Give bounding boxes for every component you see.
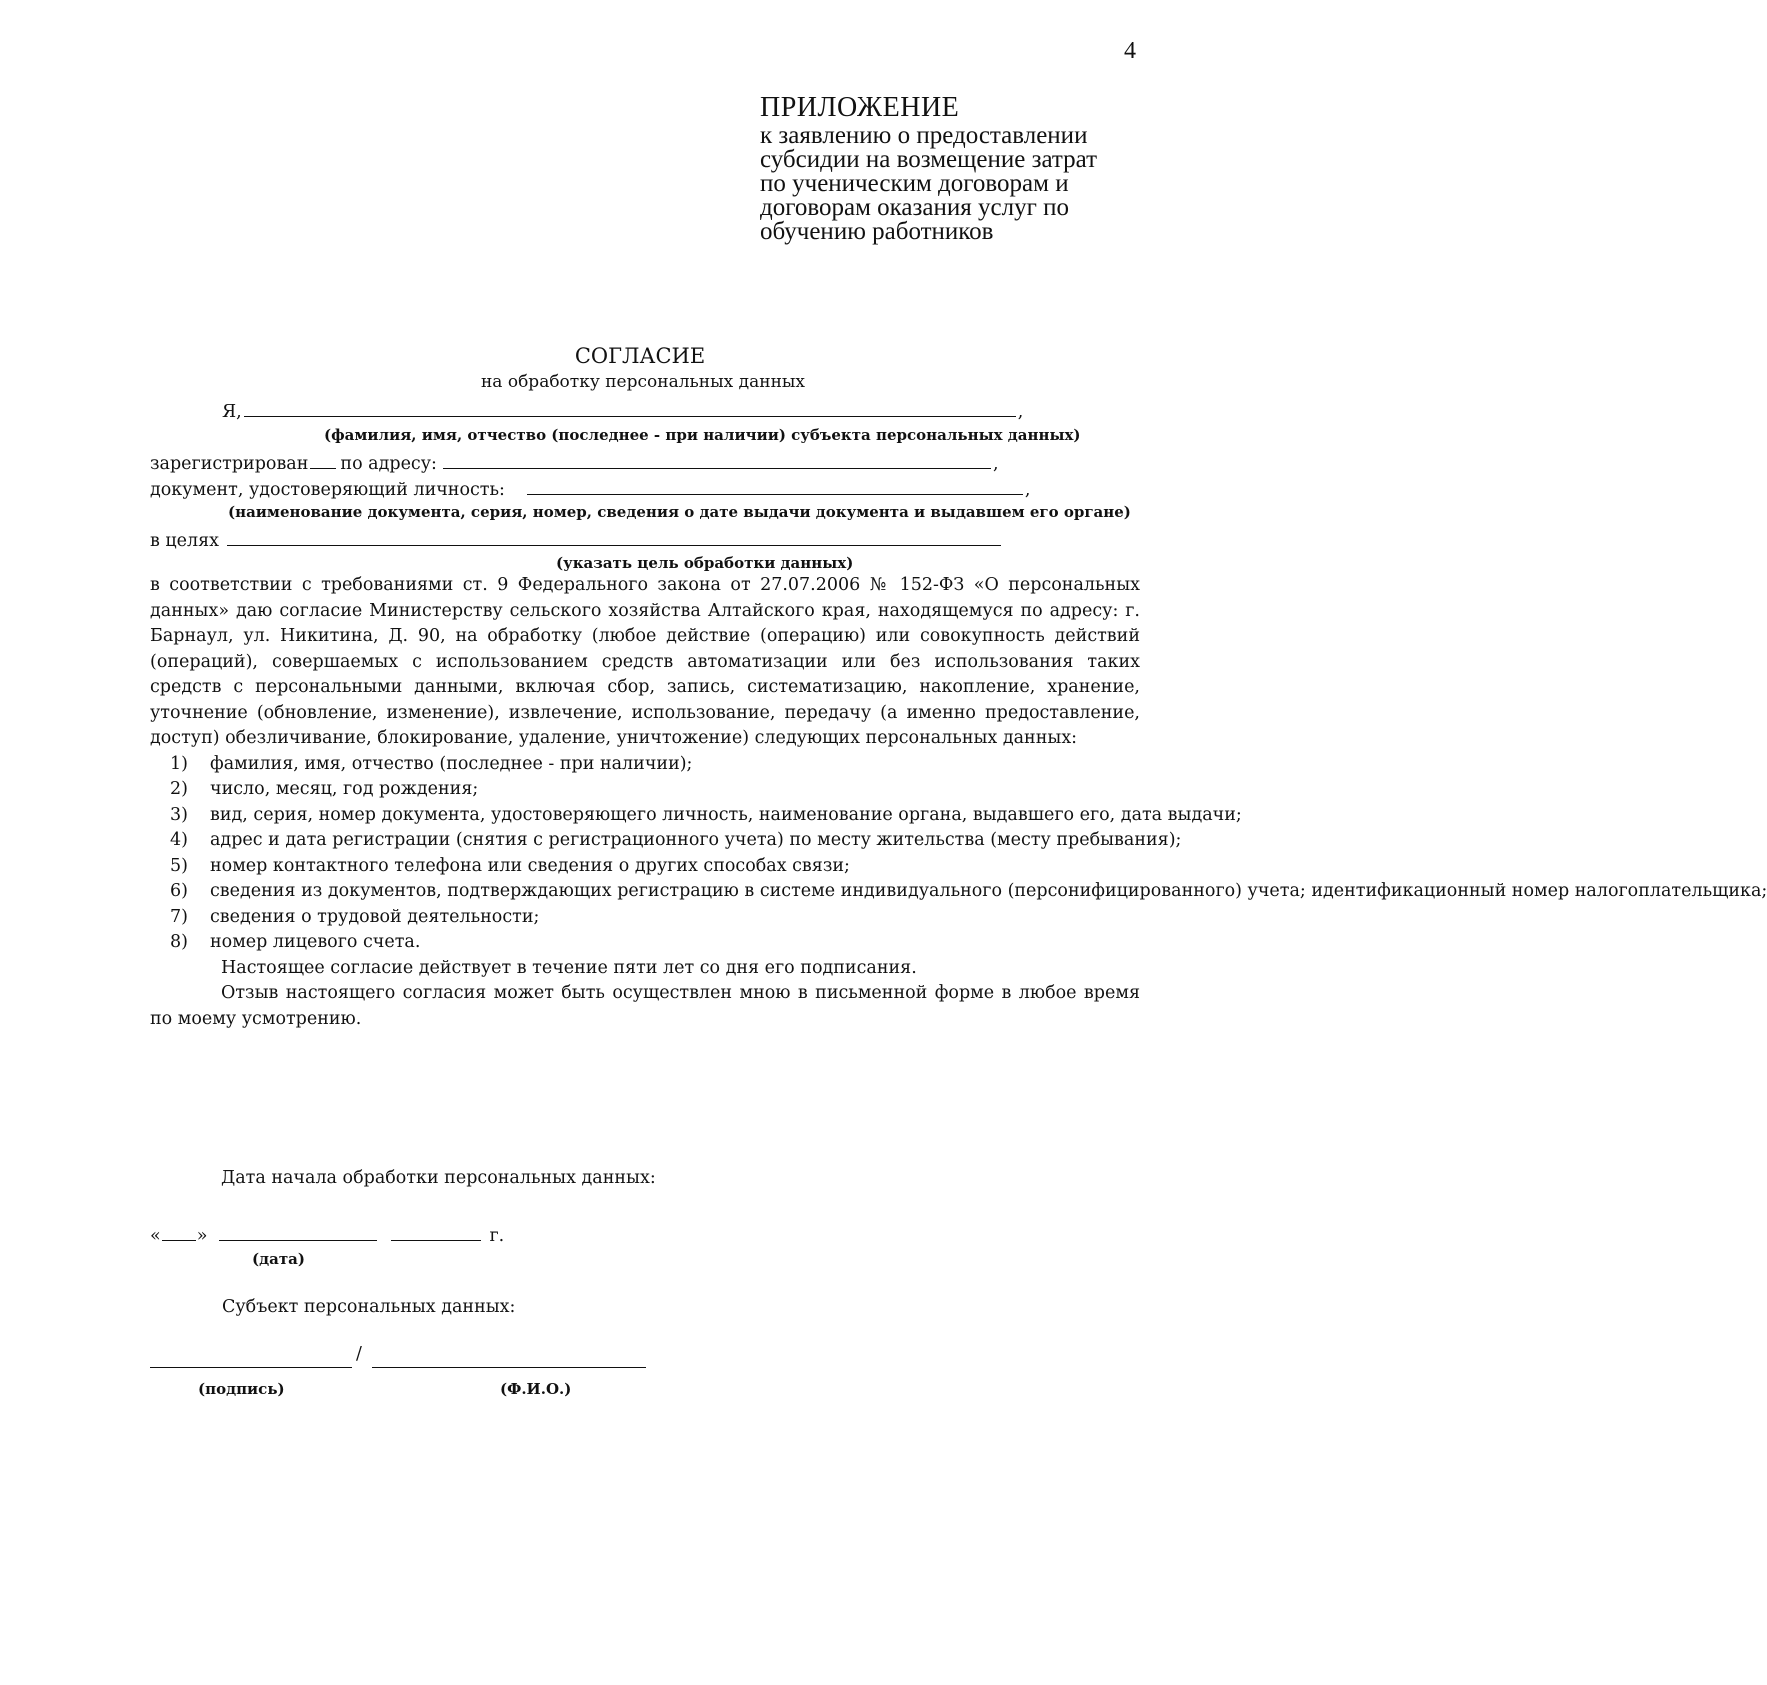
appendix-line: по ученическим договорам и	[760, 170, 1069, 197]
revocation-text: Отзыв настоящего согласия может быть осуществлен мною в письменной форме в любое время по моему усмотрению.	[150, 983, 1140, 1029]
list-item: 6) сведения из документов, подтверждающих регистрацию в системе индивидуального (персонифицированного) учета; идентификационный номер налогоплательщика;	[170, 881, 1767, 901]
appendix-line: субсидии на возмещение затрат	[760, 146, 1098, 173]
consent-body	[150, 573, 1767, 1032]
document-label: документ, удостоверяющий личность:	[150, 480, 505, 500]
appendix-header	[760, 92, 1097, 244]
day-field[interactable]	[162, 1222, 196, 1241]
address-field[interactable]	[443, 450, 991, 469]
name-caption: (фамилия, имя, отчество (последнее - при наличии) субъекта персональных данных)	[324, 426, 1081, 444]
list-item: 5) номер контактного телефона или сведения о других способах связи;	[170, 855, 850, 876]
list-item: 7) сведения о трудовой деятельности;	[170, 906, 540, 927]
document-field[interactable]	[527, 476, 1023, 495]
signature-caption: (подпись)	[198, 1380, 285, 1398]
start-date-line	[150, 1222, 504, 1246]
close-quote: »	[196, 1226, 208, 1246]
list-item: 3) вид, серия, номер документа, удостоверяющего личность, наименование органа, выдавшего его, дата выдачи;	[170, 804, 1242, 825]
gender-ending-field[interactable]	[310, 450, 336, 469]
list-item: 2) число, месяц, год рождения;	[170, 779, 479, 799]
purpose-label: в целях	[150, 531, 220, 551]
list-item: 4) адрес и дата регистрации (снятия с регистрационного учета) по месту жительства (месту пребывания);	[170, 830, 1182, 850]
page-number: 4	[1124, 38, 1136, 64]
year-suffix: г.	[489, 1226, 505, 1246]
fio-field[interactable]	[372, 1366, 646, 1368]
comma: ,	[1017, 402, 1024, 422]
address-line	[150, 450, 999, 474]
list-item: 1) фамилия, имя, отчество (последнее - при наличии);	[170, 753, 693, 774]
document-subtitle: на обработку персональных данных	[480, 372, 806, 392]
subject-label: Субъект персональных данных:	[222, 1297, 516, 1317]
purpose-field[interactable]	[227, 527, 1001, 546]
appendix-title: ПРИЛОЖЕНИЕ	[760, 92, 960, 123]
year-field[interactable]	[391, 1222, 481, 1241]
fio-caption: (Ф.И.О.)	[500, 1380, 572, 1398]
purpose-caption: (указать цель обработки данных)	[556, 554, 854, 572]
registered-label: зарегистрирован	[150, 454, 309, 474]
consent-intro: в соответствии с требованиями ст. 9 Федерального закона от 27.07.2006 № 152-ФЗ «О персональных данных» даю согласие Министерству сельского хозяйства Алтайского края, находящемуся по адресу: г. Барнаул, ул. Никитина, Д. 90, на обработку (любое действие (операцию) или совокупность действий (операций), совершаемых с использованием средств автоматизации или без использования таких средств с персональными данными, включая сбор, запись, систематизацию, накопление, хранение, уточнение (обновление, изменение), извлечение, использование, передачу (а именно предоставление, доступ) обезличивание, блокирование, удаление, уничтожение) следующих персональных данных:	[150, 575, 1140, 748]
appendix-line: договорам оказания услуг по	[760, 194, 1069, 221]
document-title: СОГЛАСИЕ	[574, 344, 706, 368]
validity-text: Настоящее согласие действует в течение пяти лет со дня его подписания.	[221, 957, 917, 978]
appendix-line: к заявлению о предоставлении	[760, 122, 1088, 149]
signature-field[interactable]	[150, 1366, 352, 1368]
list-item: 8) номер лицевого счета.	[170, 932, 421, 952]
name-field[interactable]	[244, 398, 1016, 417]
date-caption: (дата)	[252, 1250, 305, 1268]
address-label: по адресу:	[340, 454, 437, 474]
purpose-line	[150, 527, 1003, 551]
open-quote: «	[150, 1226, 161, 1246]
document-caption: (наименование документа, серия, номер, сведения о дате выдачи документа и выдавшем его органе)	[228, 503, 1131, 521]
start-date-label: Дата начала обработки персональных данных:	[221, 1168, 656, 1188]
slash: /	[356, 1344, 362, 1364]
month-field[interactable]	[219, 1222, 377, 1241]
comma: ,	[1024, 480, 1031, 500]
document-line	[150, 476, 1031, 500]
appendix-line: обучению работников	[760, 218, 994, 245]
comma: ,	[992, 454, 999, 474]
name-line	[222, 398, 1023, 422]
personal-data-list	[150, 752, 1767, 956]
i-label: Я,	[222, 402, 242, 422]
